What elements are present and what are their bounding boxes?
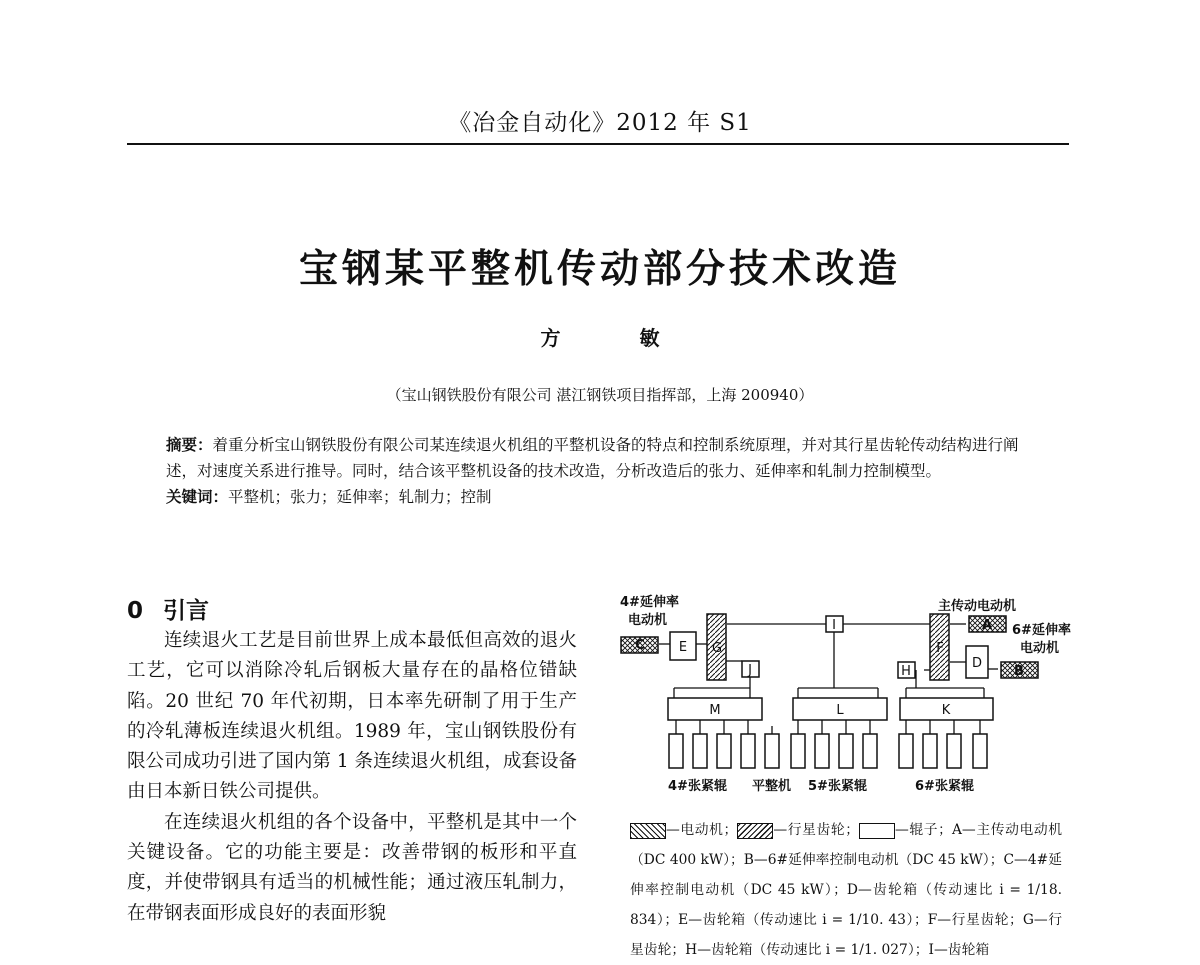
roll [923,734,937,768]
planetary-gear-legend-icon [737,823,773,839]
roll [973,734,987,768]
keywords-text: 平整机；张力；延伸率；轧制力；控制 [228,488,492,506]
label-tension-roll-6: 6#张紧辊 [915,779,974,794]
diagram-letter-G: G [711,641,723,656]
mask [626,672,640,686]
keywords [166,484,1036,510]
paper-affiliation: （宝山钢铁股份有限公司 湛江钢铁项目指挥部，上海 200940） [386,386,814,404]
section-title: 引言 [163,598,209,624]
diagram-letter-E: E [678,640,688,655]
roll [693,734,707,768]
diagram-letter-F: F [936,641,944,656]
section-heading [127,592,209,625]
paper-author: 方 敏 [540,326,696,350]
diagram-letter-J: J [748,663,752,678]
abstract-block [166,432,1036,510]
motor-legend-icon [630,823,666,839]
diagram-letter-K: K [941,703,951,718]
label-motor4-line2: 电动机 [628,613,668,628]
legend-motor: —电动机； [666,822,738,838]
diagram-letter-D: D [971,656,983,671]
label-motor4-line1: 4#延伸率 [620,595,679,610]
roll-legend-icon [859,823,895,839]
body-paragraph-2: 在连续退火机组的各个设备中，平整机是其中一个关键设备。它的功能主要是：改善带钢的板形和平直度，并使带钢具有适当的机械性能；通过液压轧制力，在带钢表面形成良好的表面形貌 [127,811,577,924]
diagram-letter-I: I [832,618,836,633]
roll [717,734,731,768]
roll [669,734,683,768]
label-tension-roll-4: 4#张紧辊 [668,779,727,794]
diagram-letter-B: B [1014,664,1024,679]
roll [791,734,805,768]
diagram-letter-M: M [709,703,721,718]
diagram-letter-L: L [836,703,844,718]
paper-title: 宝钢某平整机传动部分技术改造 [298,247,901,292]
roll [765,734,779,768]
roll [863,734,877,768]
header-rule [127,143,1069,145]
abstract-label: 摘要： [166,435,213,454]
roll [839,734,853,768]
body-paragraph-1: 连续退火工艺是目前世界上成本最低但高效的退火工艺，它可以消除冷轧后钢板大量存在的晶格位错缺陷。20 世纪 70 年代初期，日本率先研制了用于生产的冷轧薄板连续退火机组。1989 年，宝山钢铁股份有限公司成功引进了国内第 1 条连续退火机组，成套设备由日本新日铁公司提供。 [127,630,577,803]
label-skin-pass-mill: 平整机 [752,779,792,794]
journal-header: 《冶金自动化》2012 年 S1 [448,110,752,136]
caption-text: A—主传动电动机（DC 400 kW）；B—6#延伸率控制电动机（DC 45 kW）；C—4#延伸率控制电动机（DC 45 kW）；D—齿轮箱（传动速比 i = 1/18. 834）；E—齿轮箱（传动速比 i = 1/10. 43）；F—行星齿轮；G—行星齿轮；H—齿轮箱（传动速比 i = 1/1. 027）；I—齿轮箱 [630,822,1063,958]
body-text [127,626,577,929]
legend-planet: —行星齿轮； [773,822,860,838]
roll [899,734,913,768]
drive-diagram [600,588,1100,803]
abstract [166,432,1036,484]
legend-roll: —辊子； [895,822,952,838]
keywords-label: 关键词： [166,487,229,506]
label-tension-roll-5: 5#张紧辊 [808,779,867,794]
section-number: 0 [127,598,144,624]
label-main-motor: 主传动电动机 [938,599,1017,614]
figure-caption [630,815,1062,965]
diagram-letter-H: H [901,664,911,679]
abstract-text: 着重分析宝山钢铁股份有限公司某连续退火机组的平整机设备的特点和控制系统原理，并对其行星齿轮传动结构进行阐述，对速度关系进行推导。同时，结合该平整机设备的技术改造，分析改造后的张力、延伸率和轧制力控制模型。 [166,436,1019,480]
roll [815,734,829,768]
roll [947,734,961,768]
diagram-letter-A: A [981,618,993,633]
diagram-letter-C-inbox: C [635,638,645,653]
roll [741,734,755,768]
label-motor6-line2: 电动机 [1020,641,1060,656]
label-motor6-line1: 6#延伸率 [1012,623,1071,638]
